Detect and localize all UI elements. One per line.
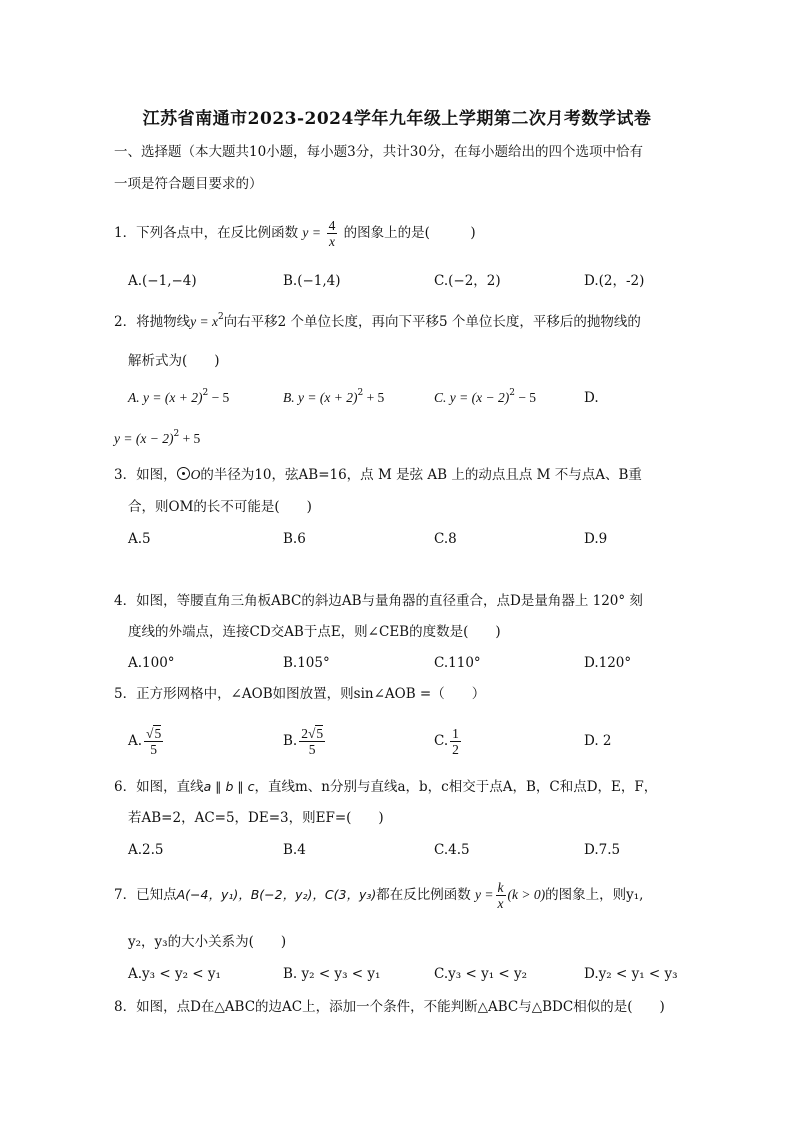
q1-prefix: 1．下列各点中，在反比例函数 xyxy=(114,225,299,241)
q1-option-d[interactable]: D.(2，-2) xyxy=(584,273,645,289)
q4-option-b[interactable]: B.105° xyxy=(283,655,330,671)
q1-numerator: 4 xyxy=(328,218,336,233)
circle-symbol-icon xyxy=(177,467,190,480)
question-4-line2: 度线的外端点，连接CD交AB于点E，则∠CEB的度数是( ) xyxy=(128,624,501,640)
q5-option-b[interactable]: B. $\frac{2√5}{5}$ xyxy=(283,726,324,757)
q2-option-a[interactable]: A. $y = (x + 2)^2 - 5$ xyxy=(128,388,230,405)
q1-eq: = xyxy=(312,225,321,240)
q5-option-a[interactable]: A. $\frac{√5}{5}$ xyxy=(128,726,162,757)
q2-exponent: 2 xyxy=(217,312,224,322)
q2-option-c[interactable]: C. $y = (x - 2)^2 - 5$ xyxy=(434,388,537,405)
q3-option-c[interactable]: C.8 xyxy=(434,531,457,547)
radicand: 5 xyxy=(154,726,162,741)
q7-option-a[interactable]: A.y₃ < y₂ < y₁ xyxy=(128,966,221,982)
q5-option-d[interactable]: D. 2 xyxy=(584,733,612,749)
q5-option-c[interactable]: C. $\frac{1}{2}$ xyxy=(434,726,459,757)
question-4-line1: 4．如图，等腰直角三角板ABC的斜边AB与量角器的直径重合，点D是量角器上 120° 刻 xyxy=(114,593,643,609)
question-3 xyxy=(114,466,642,484)
question-1 xyxy=(114,218,476,249)
q6-parallel-lines: a ∥ b ∥ c xyxy=(203,779,255,794)
question-5: 5．正方形网格中，∠AOB如图放置，则sin∠AOB =（ ） xyxy=(114,686,486,702)
q3-line2: 合，则OM的长不可能是( ) xyxy=(128,499,312,515)
question-2 xyxy=(114,313,641,331)
q6-option-c[interactable]: C.4.5 xyxy=(434,842,470,858)
section-heading-line2: 一项是符合题目要求的） xyxy=(114,176,263,192)
q2-suffix: 向右平移2 个单位长度，再向下平移5 个单位长度，平移后的抛物线的 xyxy=(223,314,641,330)
q3-option-b[interactable]: B.6 xyxy=(283,531,306,547)
q2-prefix: 2．将抛物线 xyxy=(114,314,191,330)
question-6-line1: 6．如图，直线a ∥ b ∥ c，直线m、n分别与直线a，b，c相交于点A，B，C和点D，E，F， xyxy=(114,779,658,795)
q7-option-b[interactable]: B. y₂ < y₃ < y₁ xyxy=(283,966,381,982)
q2-option-d-expr[interactable]: $y = (x - 2)^2 + 5$ xyxy=(114,429,201,446)
question-8-line1: 8．如图，点D在△ABC的边AC上，添加一个条件，不能判断△ABC与△BDC相似的是( ) xyxy=(114,999,665,1015)
q6-option-a[interactable]: A.2.5 xyxy=(128,842,164,858)
q6-option-b[interactable]: B.4 xyxy=(283,842,306,858)
section-heading-line1: 一、选择题（本大题共10小题，每小题3分，共计30分，在每小题给出的四个选项中恰有 xyxy=(114,144,643,160)
q3-prefix: 3．如图， xyxy=(114,467,177,483)
q4-option-a[interactable]: A.100° xyxy=(128,655,175,671)
q3-circle-label: O xyxy=(190,467,201,482)
q4-option-c[interactable]: C.110° xyxy=(434,655,481,671)
question-7-line2: y₂，y₃的大小关系为( ) xyxy=(128,934,287,950)
q1-option-c[interactable]: C.(−2，2) xyxy=(434,273,501,289)
q2-option-d-label[interactable]: D. xyxy=(584,390,599,406)
q3-option-d[interactable]: D.9 xyxy=(584,531,608,547)
q7-points: A(−4，y₁)，B(−2，y₂)，C(3，y₃) xyxy=(176,887,377,902)
q1-lhs: y xyxy=(302,225,309,240)
q3-option-a[interactable]: A.5 xyxy=(128,531,151,547)
q1-suffix: 的图象上的是( ) xyxy=(343,225,476,241)
q6-option-d[interactable]: D.7.5 xyxy=(584,842,621,858)
q1-option-b[interactable]: B.(−1,4) xyxy=(283,273,341,289)
radicand: 5 xyxy=(316,726,324,741)
q2-expr: y = x xyxy=(190,314,218,329)
q1-option-a[interactable]: A.(−1,−4) xyxy=(128,273,197,289)
q7-option-d[interactable]: D.y₂ < y₁ < y₃ xyxy=(584,966,678,982)
q2-option-b[interactable]: B. $y = (x + 2)^2 + 5$ xyxy=(283,388,385,405)
exam-title: 江苏省南通市2023-2024学年九年级上学期第二次月考数学试卷 xyxy=(142,109,652,129)
q4-option-d[interactable]: D.120° xyxy=(584,655,632,671)
q7-option-c[interactable]: C.y₃ < y₁ < y₂ xyxy=(434,966,528,982)
q3-suffix: 的半径为10，弦AB=16，点 M 是弦 AB 上的动点且点 M 不与点A、B重 xyxy=(200,467,642,483)
q1-fraction xyxy=(327,218,338,249)
q2-line2: 解析式为( ) xyxy=(128,353,220,369)
question-7-line1: 7．已知点A(−4，y₁)，B(−2，y₂)，C(3，y₃)都在反比例函数 y = $\frac{k}{x}$ (k > 0)的图象上，则y₁, xyxy=(114,880,644,911)
q1-denominator: x xyxy=(328,234,335,249)
question-6-line2: 若AB=2，AC=5，DE=3，则EF=( ) xyxy=(128,810,384,826)
